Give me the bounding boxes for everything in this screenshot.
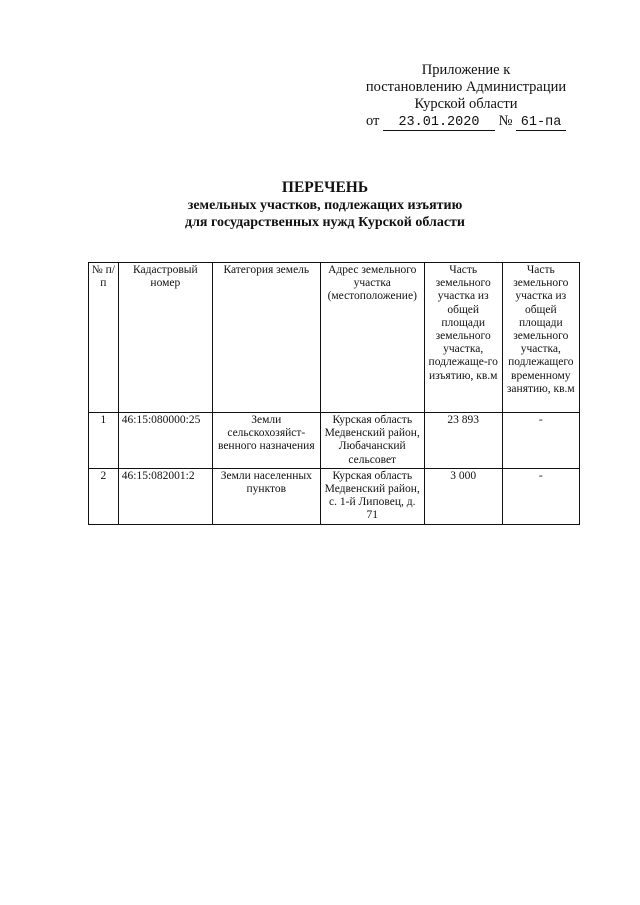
header-category: Категория земель: [212, 263, 320, 413]
title-heading: ПЕРЕЧЕНЬ: [281, 179, 369, 196]
cell-cadastral: 46:15:082001:2: [118, 468, 212, 524]
cell-part-temporary: -: [502, 468, 579, 524]
cell-part-temporary: -: [502, 413, 579, 469]
table-row: [89, 468, 580, 524]
cell-category: Земли сельскохозяйст-венного назначения: [212, 413, 320, 469]
decree-date: 23.01.2020: [383, 116, 495, 131]
title-subtitle-1: земельных участков, подлежащих изъятию: [187, 198, 463, 213]
appendix-line-1: Приложение к: [421, 62, 511, 78]
cell-number: 1: [89, 413, 119, 469]
cell-number: 2: [89, 468, 119, 524]
cell-part-seizure: 3 000: [424, 468, 502, 524]
header-address: Адрес земельного участка (местоположение): [320, 263, 424, 413]
title-subtitle-2: для государственных нужд Курской области: [185, 215, 465, 230]
cell-address: Курская область Медвенский район, с. 1-й Липовец, д. 71: [320, 468, 424, 524]
header-part-seizure: Часть земельного участка из общей площади земельного участка, подлежаще-го изъятию, кв.м: [424, 263, 502, 413]
from-label: от: [365, 113, 380, 129]
cell-cadastral: 46:15:080000:25: [118, 413, 212, 469]
cell-category: Земли населенных пунктов: [212, 468, 320, 524]
decree-number: 61-па: [516, 116, 566, 131]
cell-part-seizure: 23 893: [424, 413, 502, 469]
header-part-temporary: Часть земельного участка из общей площади земельного участка, подлежащего временному занятию, кв.м: [502, 263, 579, 413]
table-header-row: [89, 263, 580, 413]
document-title: [120, 178, 530, 231]
header-cadastral: Кадастровый номер: [118, 263, 212, 413]
number-label: №: [498, 113, 513, 129]
appendix-date-line: [350, 113, 582, 131]
table-row: [89, 413, 580, 469]
cell-address: Курская область Медвенский район, Любачанский сельсовет: [320, 413, 424, 469]
header-number: № п/п: [89, 263, 119, 413]
land-plots-table: [88, 262, 580, 525]
appendix-line-3: Курской области: [414, 96, 518, 112]
appendix-header: [350, 62, 582, 131]
appendix-line-2: постановлению Администрации: [365, 79, 567, 95]
